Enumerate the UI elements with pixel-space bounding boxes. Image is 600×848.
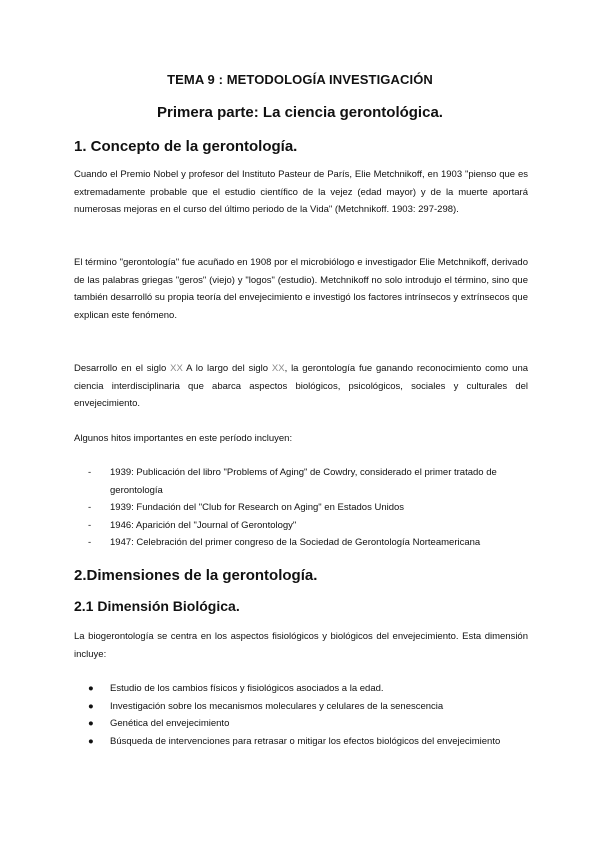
century-marker: XX xyxy=(271,363,285,374)
list-item xyxy=(88,698,528,716)
list-item xyxy=(88,534,528,552)
dash-marker: - xyxy=(88,502,92,513)
milestones-list xyxy=(88,464,528,552)
list-item-text: 1946: Aparición del "Journal of Gerontology" xyxy=(110,519,297,531)
bullet-icon: ● xyxy=(88,683,94,694)
paragraph-milestones-intro: Algunos hitos importantes en este período incluyen: xyxy=(74,433,293,444)
list-item-text: Genética del envejecimiento xyxy=(110,718,230,729)
list-item xyxy=(88,517,528,535)
document-title: TEMA 9 : METODOLOGÍA INVESTIGACIÓN xyxy=(167,72,433,87)
list-item xyxy=(88,680,528,698)
list-item-text: Búsqueda de intervenciones para retrasar o mitigar los efectos biológicos del envejecimiento xyxy=(110,735,501,747)
dash-marker: - xyxy=(88,467,92,478)
paragraph-term-origin: El término "gerontología" fue acuñado en 1908 por el microbiólogo e investigador Elie Metchnikoff, derivado de las palabras griegas "geros" (viejo) y "logos" (estudio). Metchnikoff no solo introdujo el término, sino que también desarrolló su propia teoría del envejecimiento e investigó los factores intrínsecos y extrínsecos que explican este fenómeno. xyxy=(74,257,528,321)
document-subtitle: Primera parte: La ciencia gerontológica. xyxy=(157,104,443,121)
list-item-text: 1939: Publicación del libro "Problems of Aging" de Cowdry, considerado el primer tratado de gerontología xyxy=(110,467,497,496)
text-segment: A lo largo del siglo xyxy=(182,363,272,374)
paragraph-biogerontology: La biogerontología se centra en los aspectos fisiológicos y biológicos del envejecimiento. Esta dimensión incluye: xyxy=(74,631,528,660)
list-item-text: Estudio de los cambios físicos y fisiológicos asociados a la edad. xyxy=(110,683,384,694)
text-segment: Desarrollo en el siglo xyxy=(74,363,171,374)
century-marker: XX xyxy=(170,363,183,374)
list-item-text: 1947: Celebración del primer congreso de la Sociedad de Gerontología Norteamericana xyxy=(110,537,481,548)
bullet-icon: ● xyxy=(88,735,94,747)
paragraph-20th-century xyxy=(74,360,528,413)
bullet-icon: ● xyxy=(88,700,94,712)
bullet-icon: ● xyxy=(88,718,94,729)
list-item-text: 1939: Fundación del "Club for Research on Aging" en Estados Unidos xyxy=(110,502,405,513)
dash-marker: - xyxy=(88,537,92,548)
section-1-heading: 1. Concepto de la gerontología. xyxy=(74,138,298,155)
list-item xyxy=(88,733,528,751)
text-segment: , la gerontología fue ganando reconocimiento como una ciencia interdisciplinaria que abarca aspectos biológicos, psicológicos, sociales y culturales del envejecimiento. xyxy=(74,363,529,409)
section-2-heading: 2.Dimensiones de la gerontología. xyxy=(74,567,318,584)
list-item xyxy=(88,499,528,517)
biological-dimension-list xyxy=(88,680,528,750)
list-item xyxy=(88,715,528,733)
list-item xyxy=(88,464,528,499)
section-2-1-heading: 2.1 Dimensión Biológica. xyxy=(74,598,240,614)
paragraph-metchnikoff-quote: Cuando el Premio Nobel y profesor del Instituto Pasteur de París, Elie Metchnikoff, en 1903 "pienso que es extremadamente probable que el estudio científico de la vejez (edad mayor) y de la muerte aportará numerosas mejoras en el curso del último periodo de la Vida" (Metchnikoff. 1903: 297-298). xyxy=(74,169,528,215)
list-item-text: Investigación sobre los mecanismos moleculares y celulares de la senescencia xyxy=(110,700,444,712)
dash-marker: - xyxy=(88,519,92,531)
